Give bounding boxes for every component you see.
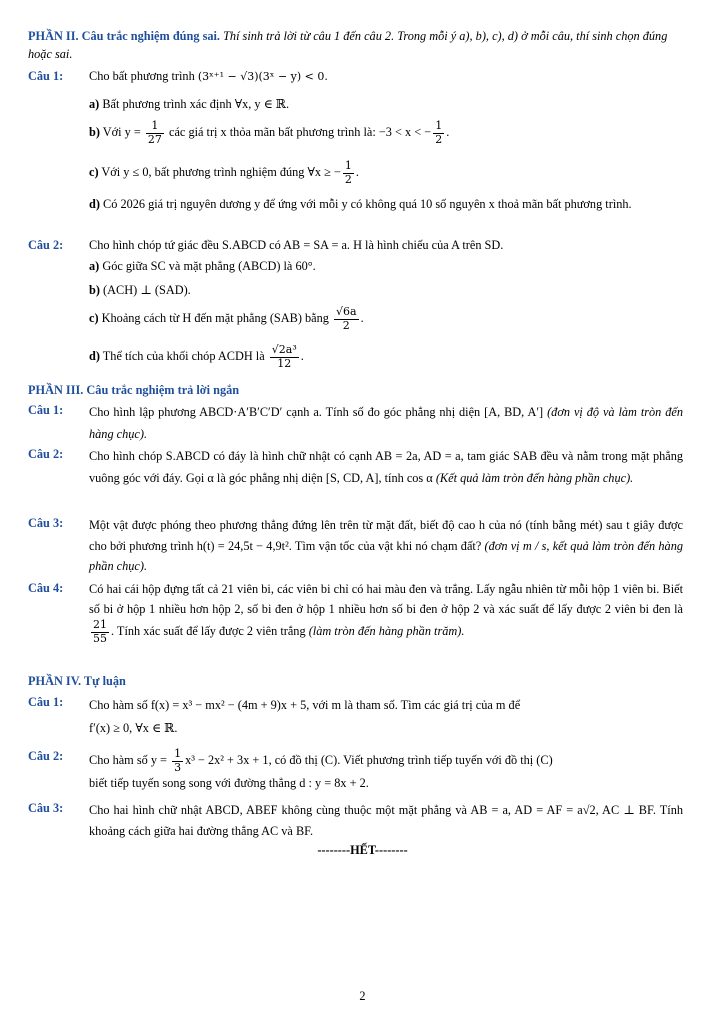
page-number: 2 — [359, 989, 366, 1003]
question-label: Câu 2: — [28, 238, 64, 252]
question-note: (đơn vị độ và làm tròn đến hàng chục). — [89, 405, 683, 441]
s4-question-2 — [28, 748, 683, 800]
question-label: Câu 1: — [28, 69, 64, 83]
s2-q1-option-a — [89, 96, 683, 114]
option-text: Với y = — [102, 124, 141, 139]
s2-q2-option-b — [89, 282, 683, 300]
s2-question-2 — [28, 237, 683, 257]
inequality: (3ˣ⁺¹ − √3)(3ˣ − y) < 0. — [197, 70, 328, 83]
s4-question-1 — [28, 694, 683, 742]
option-text: Khoảng cách từ H đến mặt phẳng (SAB) bằng — [101, 310, 329, 325]
option-label: d) — [89, 348, 100, 363]
question-text: Một vật được phóng theo phương thẳng đứng lên trên từ mặt đất, biết độ cao h của nó (tính bằng mét) sau t giây được cho bởi phương trình h(t) = 24,5t − 4,9t². Tìm vận tốc của vật khi nó chạm đất? — [89, 518, 683, 553]
option-label: c) — [89, 310, 99, 325]
option-label: a) — [89, 259, 100, 273]
s2-q1-option-d — [89, 196, 683, 214]
section-4-header — [28, 673, 683, 691]
fraction: $\frac{1}{2}$ — [435, 119, 443, 146]
fraction: $\frac{1}{3}$ — [174, 747, 182, 774]
end-marker: --------HẾT-------- — [317, 843, 408, 857]
question-text-cont: . Tính xác suất để lấy được 2 viên trắng — [111, 624, 306, 639]
question-note: (đơn vị m / s, kết quả làm tròn đến hàng phần chục). — [89, 538, 683, 574]
option-text: Góc giữa SC và mặt phẳng (ABCD) là 60°. — [102, 259, 316, 273]
s4-question-3 — [28, 800, 683, 844]
section-2-header — [28, 28, 683, 64]
question-label: Câu 2: — [28, 447, 64, 461]
s2-question-1 — [28, 68, 683, 88]
option-text-cont: các giá trị x thỏa mãn bất phương trình là: −3 < x < − — [169, 124, 432, 139]
question-label: Câu 4: — [28, 581, 64, 595]
option-label: d) — [89, 197, 100, 211]
option-label: b) — [89, 283, 100, 297]
question-label: Câu 1: — [28, 695, 64, 709]
question-text: Cho hàm số f(x) = x³ − mx² − (4m + 9)x + 5, với m là tham số. Tìm các giá trị của m để — [89, 698, 521, 712]
s3-question-4 — [28, 580, 683, 672]
s2-q2-option-d: d) Thể tích của khối chóp ACDH là $\frac{\text{√2a³}}{12}$ . — [89, 343, 304, 370]
option-label: c) — [89, 164, 99, 179]
fraction: $\frac{√6a}{2}$ — [336, 305, 357, 332]
section-4-heading: PHẦN IV. Tự luận — [28, 674, 126, 688]
s2-q1-option-c: c) Với y ≤ 0, bất phương trình nghiệm đúng ∀x ≥ − $\frac{1}{2}$ . — [89, 159, 359, 186]
s2-q1-option-b: b) Với y = $\frac{1}{27}$ các giá trị x thỏa mãn bất phương trình là: −3 < x < − $\frac{1}{2}$ . — [89, 119, 450, 146]
question-label: Câu 2: — [28, 749, 64, 763]
question-text-line2: f′(x) ≥ 0, ∀x ∈ ℝ. — [89, 720, 178, 735]
question-note: (làm tròn đến hàng phần trăm). — [308, 624, 465, 639]
s3-question-1 — [28, 402, 683, 446]
section-3-heading: PHẦN III. Câu trắc nghiệm trả lời ngắn — [28, 383, 240, 397]
option-text: Thể tích của khối chóp ACDH là — [102, 348, 265, 363]
s3-question-3 — [28, 515, 683, 579]
fraction: $\frac{21}{55}$ — [93, 618, 107, 645]
question-text-cont: x³ − 2x² + 3x + 1, có đồ thị (C). Viết phương trình tiếp tuyến với đồ thị (C) — [185, 752, 553, 767]
question-note: (Kết quả làm tròn đến hàng phần chục). — [435, 470, 634, 485]
question-text: Cho hình lập phương ABCD·A′B′C′D′ cạnh a. Tính số đo góc phẳng nhị diện [A, BD, A′] — [89, 405, 544, 419]
option-text: Với y ≤ 0, bất phương trình nghiệm đúng ∀x ≥ − — [101, 164, 341, 179]
question-text: Cho hai hình chữ nhật ABCD, ABEF không cùng thuộc một mặt phẳng và AB = a, AD = AF = a√2, AC ⊥ BF. Tính khoảng cách giữa hai đường thẳng AC và BF. — [89, 803, 683, 838]
fraction: $\frac{\text{√2a³}}{12}$ — [271, 343, 297, 370]
s3-question-2 — [28, 446, 683, 516]
fraction: $\frac{1}{27}$ — [147, 119, 162, 146]
question-text: Cho hàm số y = — [89, 752, 167, 767]
question-label: Câu 3: — [28, 801, 64, 815]
question-label: Câu 1: — [28, 403, 64, 417]
section-2-heading: PHẦN II. Câu trắc nghiệm đúng sai. — [28, 29, 220, 43]
section-3-header — [28, 382, 683, 400]
option-text: Bất phương trình xác định ∀x, y ∈ ℝ. — [102, 97, 290, 111]
option-label: b) — [89, 124, 100, 139]
question-label: Câu 3: — [28, 516, 64, 530]
option-label: a) — [89, 97, 100, 111]
question-text-line2: biết tiếp tuyến song song với đường thẳng d : y = 8x + 2. — [89, 776, 369, 791]
question-text: Có hai cái hộp đựng tất cả 21 viên bi, các viên bi chỉ có hai màu đen và trắng. Lấy ngẫu nhiên từ mỗi hộp 1 viên bi. Biết số bi ở hộp 1 nhiều hơn hộp 2, số bi đen ở hộp 1 nhiều hơn số bi đen ở hộp 2 và xác suất để lấy được 2 viên bi đen là — [89, 582, 683, 616]
option-text: (ACH) ⊥ (SAD). — [103, 283, 191, 297]
question-text: Cho hình chóp S.ABCD có đáy là hình chữ nhật có cạnh AB = 2a, AD = a, tam giác SAB đều và nằm trong mặt phẳng vuông góc với đáy. Gọi α là góc phẳng nhị diện [S, CD, A], tính cos α — [89, 449, 683, 485]
s2-q2-option-c: c) Khoảng cách từ H đến mặt phẳng (SAB) bằng $\frac{√6a}{2}$ . — [89, 305, 364, 332]
option-text: Có 2026 giá trị nguyên dương y để ứng với mỗi y có không quá 10 số nguyên x thoả mãn bất phương trình. — [103, 197, 632, 211]
s2-q2-option-a — [89, 258, 683, 276]
fraction: $\frac{1}{2}$ — [344, 159, 352, 186]
question-text: Cho bất phương trình — [89, 69, 195, 83]
question-text: Cho hình chóp tứ giác đều S.ABCD có AB = SA = a. H là hình chiếu của A trên SD. — [89, 238, 504, 252]
section-2-instructions: Thí sinh trả lời từ câu 1 đến câu 2. Trong mỗi ý a), b), c), d) ở mỗi câu, thí sinh chọn đúng hoặc sai. — [28, 29, 668, 61]
